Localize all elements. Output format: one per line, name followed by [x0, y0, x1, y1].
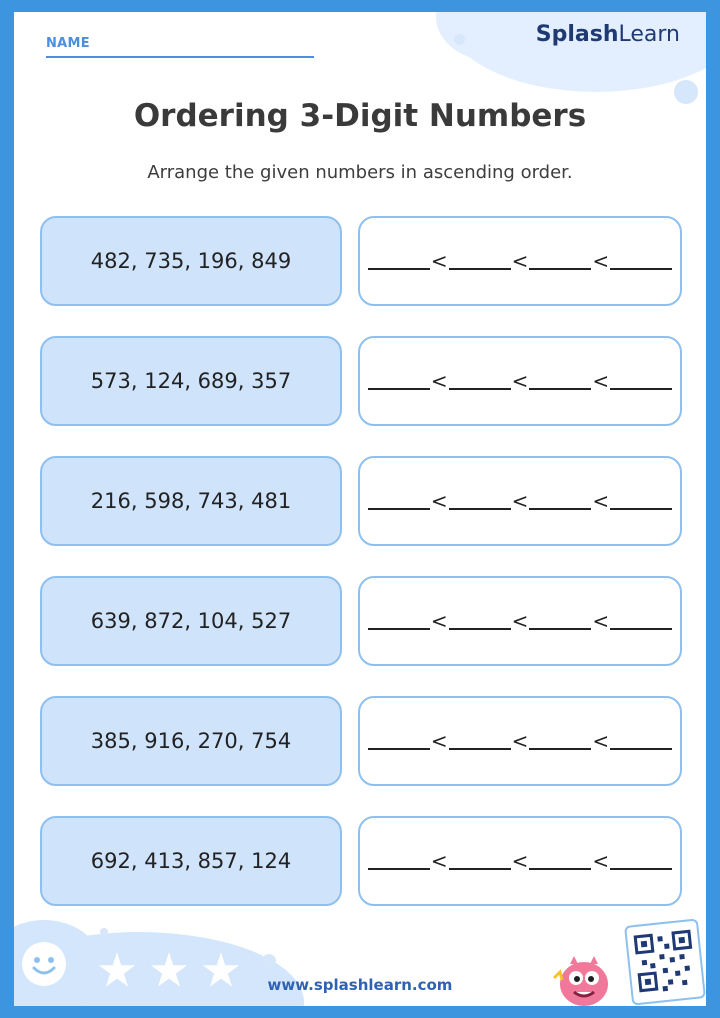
answer-blank[interactable] — [449, 388, 511, 390]
less-than-symbol: < — [592, 849, 610, 873]
less-than-symbol: < — [511, 609, 529, 633]
decorative-bubble — [454, 34, 465, 45]
answer-blank[interactable] — [610, 748, 672, 750]
exercise-row — [40, 576, 682, 664]
number-set-box: 692, 413, 857, 124 — [40, 816, 342, 906]
answer-box[interactable] — [358, 696, 682, 786]
less-than-symbol: < — [430, 249, 448, 273]
less-than-symbol: < — [592, 729, 610, 753]
number-set-box: 216, 598, 743, 481 — [40, 456, 342, 546]
answer-blank[interactable] — [610, 868, 672, 870]
answer-blank[interactable] — [368, 268, 430, 270]
answer-blank[interactable] — [529, 268, 591, 270]
answer-blank[interactable] — [449, 268, 511, 270]
less-than-symbol: < — [430, 609, 448, 633]
answer-blank[interactable] — [610, 508, 672, 510]
answer-blank[interactable] — [529, 868, 591, 870]
answer-blank[interactable] — [529, 628, 591, 630]
exercise-row — [40, 696, 682, 784]
answer-blank[interactable] — [368, 628, 430, 630]
answer-box[interactable] — [358, 576, 682, 666]
less-than-symbol: < — [511, 489, 529, 513]
less-than-symbol: < — [511, 249, 529, 273]
answer-blank[interactable] — [368, 508, 430, 510]
exercise-row — [40, 816, 682, 904]
exercise-row — [40, 216, 682, 304]
answer-blank[interactable] — [529, 388, 591, 390]
monster-mascot-icon — [552, 948, 616, 1006]
exercise-row — [40, 456, 682, 544]
answer-blank[interactable] — [449, 868, 511, 870]
name-field-line[interactable] — [46, 56, 314, 58]
answer-blank[interactable] — [449, 748, 511, 750]
page-title: Ordering 3-Digit Numbers — [133, 98, 587, 134]
splashlearn-logo — [536, 22, 680, 47]
number-set-box: 573, 124, 689, 357 — [40, 336, 342, 426]
less-than-symbol: < — [511, 849, 529, 873]
answer-blank[interactable] — [610, 388, 672, 390]
answer-blank[interactable] — [610, 268, 672, 270]
answer-box[interactable] — [358, 456, 682, 546]
worksheet-sheet — [14, 12, 706, 1006]
answer-blank[interactable] — [529, 748, 591, 750]
answer-blank[interactable] — [449, 508, 511, 510]
less-than-symbol: < — [430, 489, 448, 513]
answer-blank[interactable] — [368, 388, 430, 390]
number-set-box: 482, 735, 196, 849 — [40, 216, 342, 306]
exercise-row — [40, 336, 682, 424]
answer-box[interactable] — [358, 336, 682, 426]
less-than-symbol: < — [511, 729, 529, 753]
less-than-symbol: < — [430, 369, 448, 393]
answer-box[interactable] — [358, 816, 682, 906]
answer-blank[interactable] — [368, 748, 430, 750]
logo-regular-text: Learn — [618, 22, 680, 47]
answer-blank[interactable] — [610, 628, 672, 630]
footer-url: www.splashlearn.com — [267, 976, 453, 994]
less-than-symbol: < — [430, 729, 448, 753]
less-than-symbol: < — [592, 249, 610, 273]
less-than-symbol: < — [511, 369, 529, 393]
less-than-symbol: < — [430, 849, 448, 873]
name-label: NAME — [46, 36, 90, 51]
number-set-box: 385, 916, 270, 754 — [40, 696, 342, 786]
answer-blank[interactable] — [368, 868, 430, 870]
answer-blank[interactable] — [529, 508, 591, 510]
answer-blank[interactable] — [449, 628, 511, 630]
qr-code-icon[interactable] — [624, 918, 706, 1005]
decorative-bubble — [100, 928, 108, 936]
number-set-box: 639, 872, 104, 527 — [40, 576, 342, 666]
logo-bold-text: Splash — [535, 22, 619, 47]
answer-box[interactable] — [358, 216, 682, 306]
less-than-symbol: < — [592, 489, 610, 513]
less-than-symbol: < — [592, 609, 610, 633]
instruction-text: Arrange the given numbers in ascending order. — [147, 162, 573, 183]
less-than-symbol: < — [592, 369, 610, 393]
decorative-bubble — [262, 954, 276, 968]
